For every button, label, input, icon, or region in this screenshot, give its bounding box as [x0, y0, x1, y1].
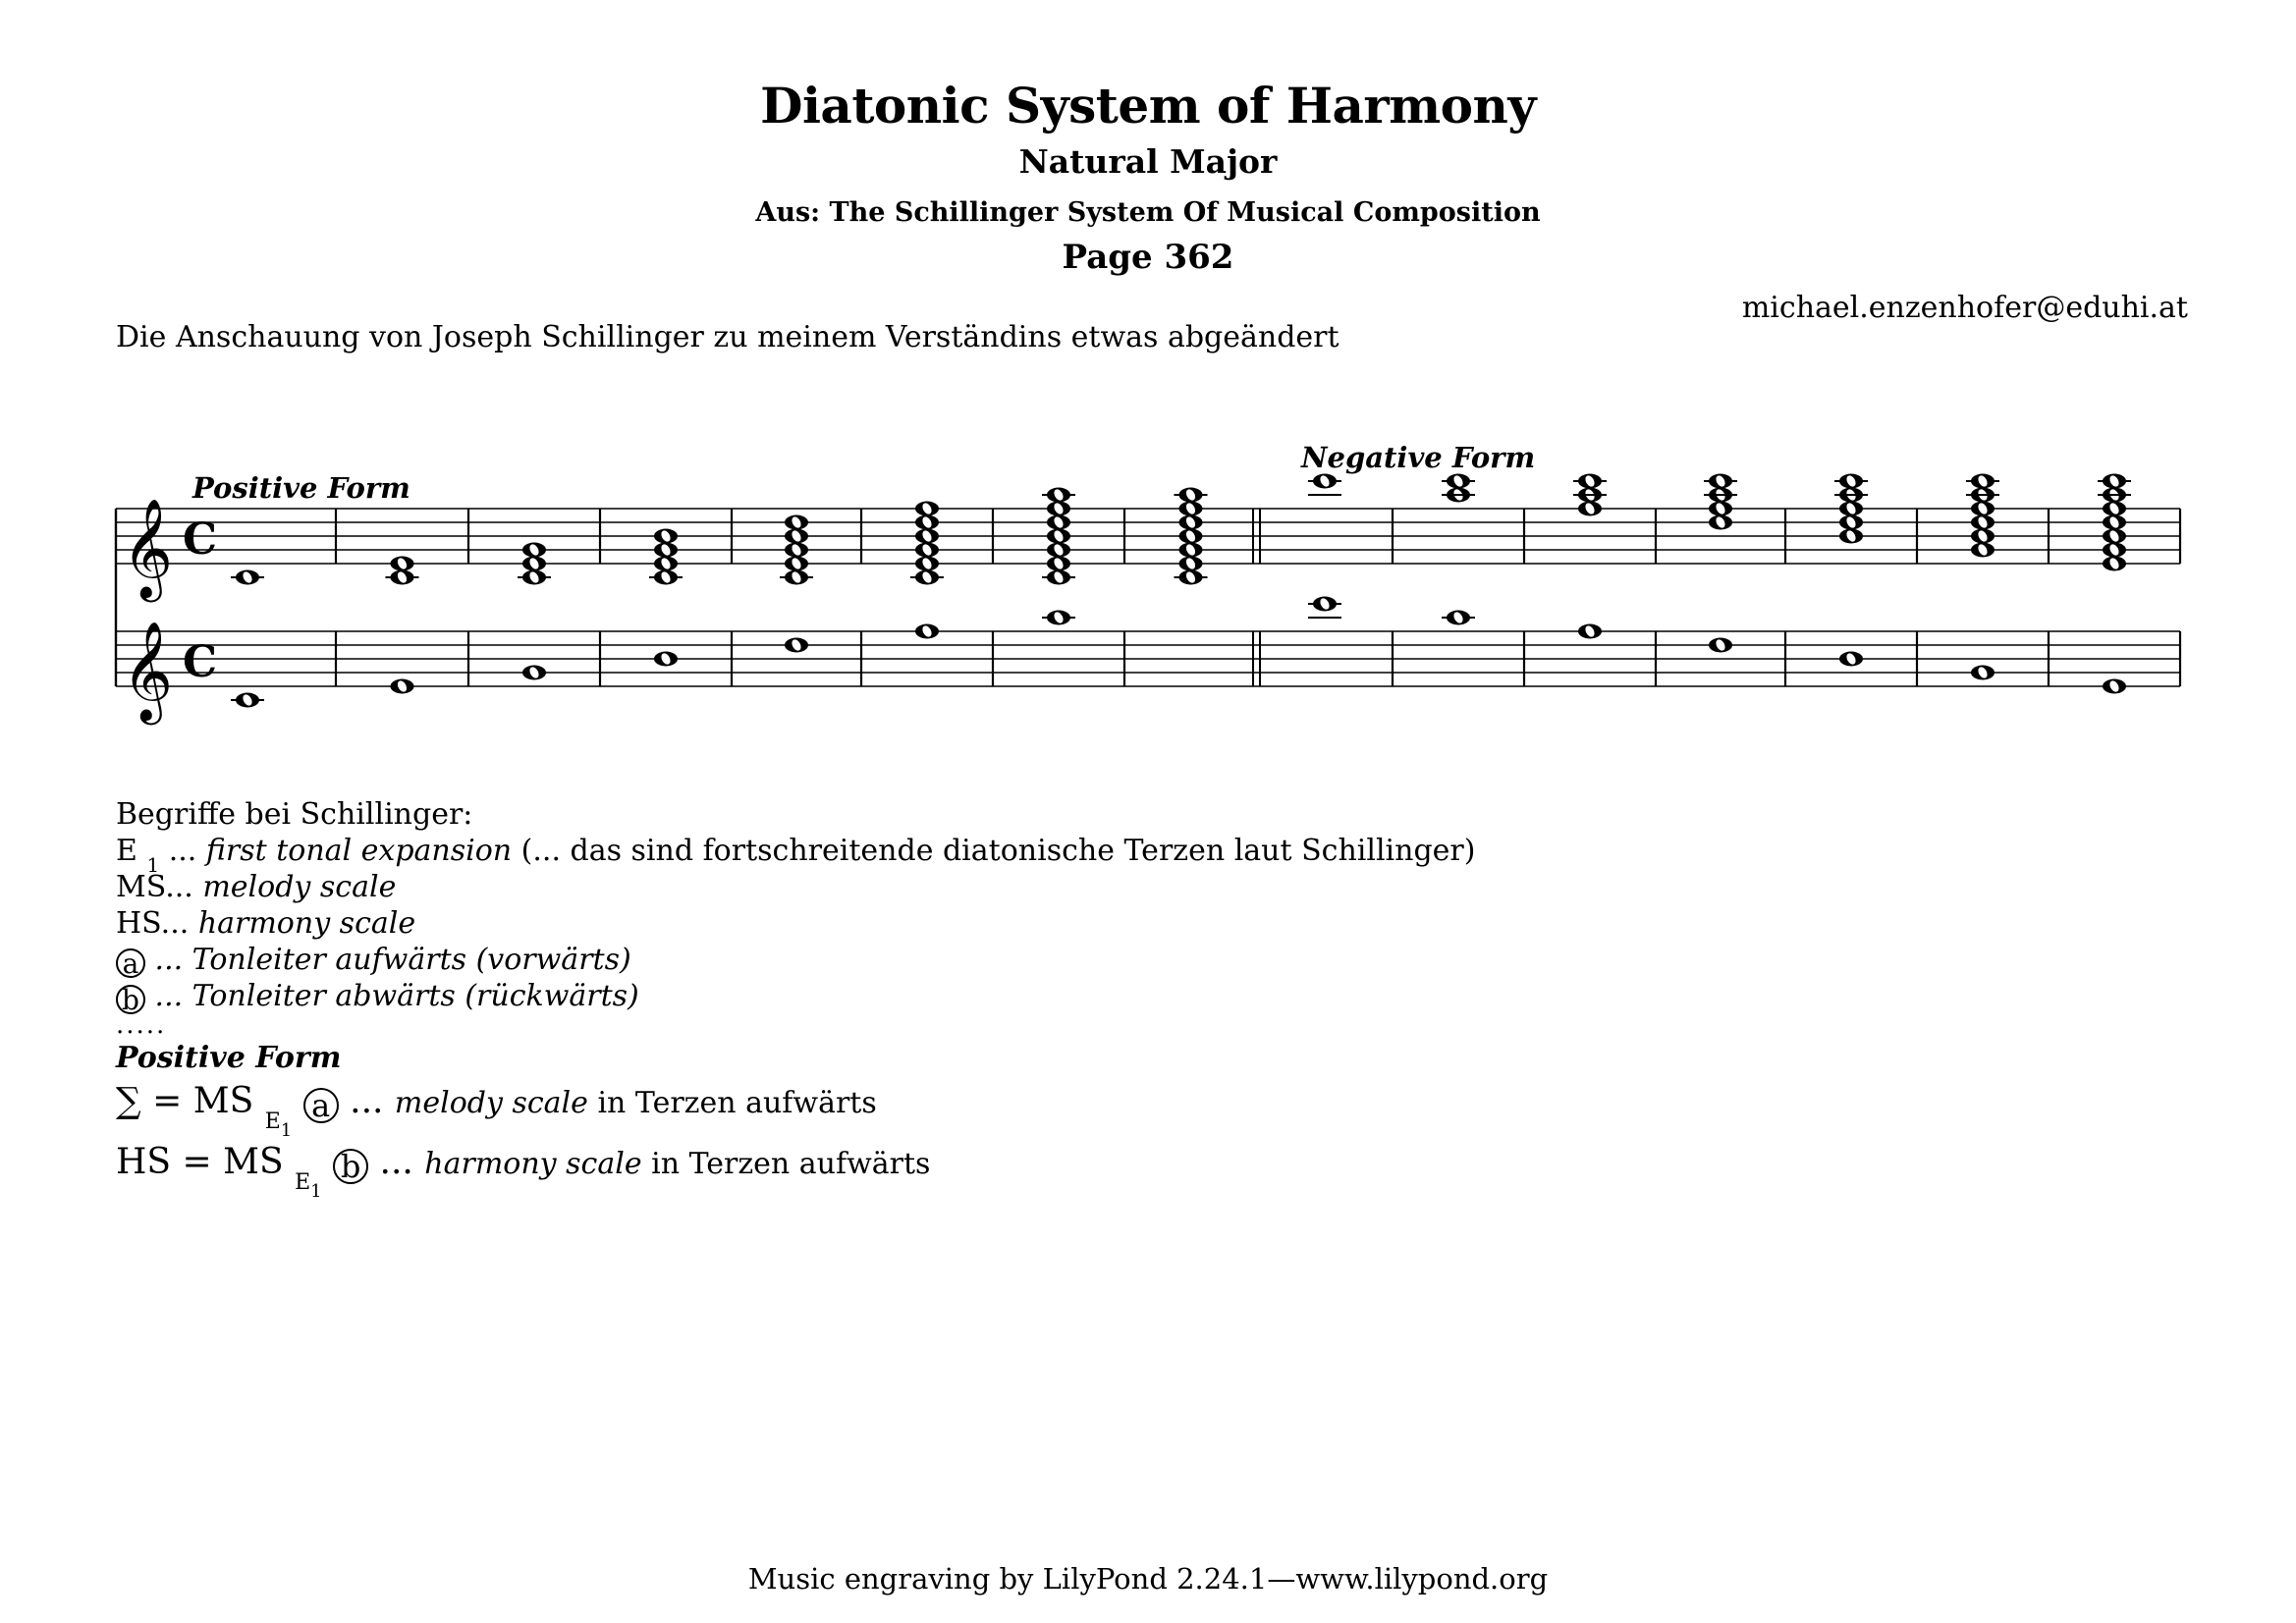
- circled-a-icon: a: [303, 1088, 339, 1123]
- form-marking: Negative Form: [1301, 441, 1536, 474]
- formula-hs: [116, 1138, 1475, 1202]
- e1-symbol: E: [116, 834, 137, 868]
- circled-a-icon: a: [116, 948, 145, 978]
- form-marking: Positive Form: [192, 471, 410, 505]
- glossary-a: [116, 943, 1475, 979]
- subscript-1: 1: [280, 1120, 293, 1141]
- common-time-icon: C: [183, 637, 218, 687]
- hs-symbol: HS: [116, 906, 161, 941]
- music-score: [0, 0, 2296, 785]
- equation-rhs: = MS: [171, 1142, 296, 1182]
- formula-description: in Terzen aufwärts: [641, 1147, 931, 1181]
- hs-symbol: HS: [116, 1142, 172, 1182]
- author-email: michael.enzenhofer@eduhi.at: [1741, 291, 2188, 325]
- ms-symbol: MS: [116, 870, 166, 904]
- e1-subscript: 1: [146, 853, 160, 877]
- glossary-b: [116, 979, 1475, 1015]
- equation-rhs: = MS: [140, 1081, 265, 1121]
- sigma-symbol: ∑: [116, 1081, 141, 1121]
- ellipsis-dots: .....: [116, 1010, 167, 1040]
- intro-text: Die Anschauung von Joseph Schillinger zu meinem Verständins etwas abgeändert: [116, 320, 1339, 354]
- engraving-credit: Music engraving by LilyPond 2.24.1—www.lilypond.org: [747, 1562, 1549, 1596]
- source-reference: Aus: The Schillinger System Of Musical Composition: [755, 197, 1541, 228]
- separator: ...: [368, 1142, 425, 1182]
- hs-term: harmony scale: [197, 906, 416, 941]
- subtitle: Natural Major: [1018, 142, 1278, 181]
- separator: ...: [165, 870, 203, 904]
- separator: ...: [160, 906, 198, 941]
- glossary-e1: [116, 834, 1476, 877]
- glossary-ms: [116, 870, 1475, 906]
- positive-form-heading: Positive Form: [116, 1041, 342, 1075]
- treble-clef-icon: 𝄞: [122, 620, 174, 721]
- common-time-icon: C: [183, 514, 218, 565]
- b-description: ... Tonleiter abwärts (rückwärts): [145, 979, 639, 1013]
- subscript-e: E: [264, 1109, 281, 1134]
- subscript-e: E: [295, 1170, 311, 1195]
- page-title: Diatonic System of Harmony: [760, 77, 1536, 135]
- ms-term: melody scale: [202, 870, 397, 904]
- formula-description: in Terzen aufwärts: [587, 1086, 877, 1120]
- treble-clef-icon: 𝄞: [122, 497, 174, 598]
- separator: ...: [159, 834, 206, 868]
- e1-term: first tonal expansion: [205, 834, 513, 868]
- e1-explanation: (... das sind fortschreitende diatonische Terzen laut Schillinger): [512, 834, 1476, 868]
- glossary-hs: [116, 906, 1475, 943]
- separator: ...: [338, 1081, 395, 1121]
- glossary-heading: Begriffe bei Schillinger:: [116, 797, 473, 832]
- circled-b-icon: b: [333, 1149, 368, 1184]
- formula-term: harmony scale: [424, 1147, 642, 1181]
- circled-b-icon: b: [116, 985, 145, 1014]
- glossary: [116, 797, 1476, 1202]
- subscript-1: 1: [310, 1181, 322, 1202]
- formula-term: melody scale: [394, 1086, 588, 1120]
- page-reference: Page 362: [1062, 238, 1234, 277]
- formula-sigma: [116, 1077, 1475, 1141]
- a-description: ... Tonleiter aufwärts (vorwärts): [145, 943, 631, 977]
